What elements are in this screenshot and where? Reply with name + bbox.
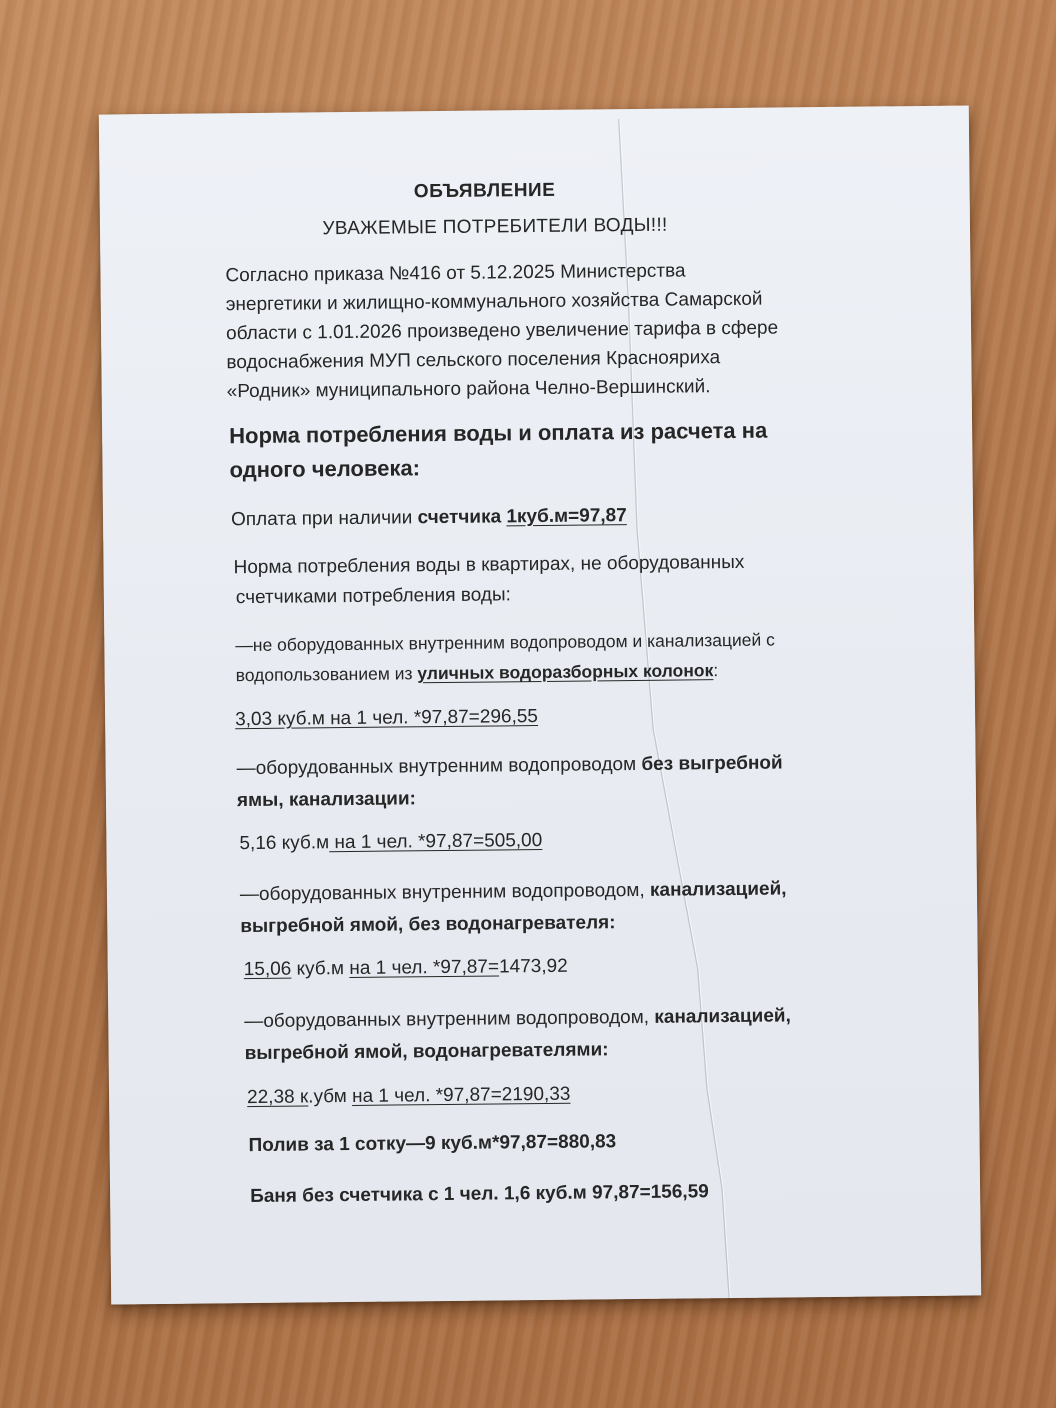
intro-line: области с 1.01.2026 произведено увеличение тарифа в сфере xyxy=(225,317,779,345)
case2-line1-prefix: —оборудованных внутренним водопроводом xyxy=(236,753,642,780)
case4-line2: выгребной ямой, водонагревателями: xyxy=(244,1039,609,1065)
case2-calc xyxy=(239,830,542,855)
case1-line2-prefix: водопользованием из xyxy=(235,663,418,686)
no-meter-intro-line: счетчиками потребления воды: xyxy=(235,584,512,609)
case1-line2-suffix: : xyxy=(713,660,719,681)
intro-line: водоснабжения МУП сельского поселения Краснояриха xyxy=(226,347,721,374)
notice-title: ОБЪЯВЛЕНИЕ xyxy=(413,179,556,203)
case4-calc-c: на 1 чел. *97,87=2190,33 xyxy=(351,1083,571,1107)
norm-heading-line: одного человека: xyxy=(229,455,421,483)
case4-line1-prefix: —оборудованных внутренним водопроводом, xyxy=(244,1006,655,1033)
norm-heading-line: Норма потребления воды и оплата из расчета на xyxy=(229,417,768,449)
case3-line1-prefix: —оборудованных внутренним водопроводом, xyxy=(239,879,651,906)
case1-line2-bold: уличных водоразборных колонок xyxy=(417,660,714,684)
case3-calc-b: куб.м xyxy=(291,958,350,980)
intro-line: «Родник» муниципального района Челно-Вершинский. xyxy=(226,376,711,403)
norm-heading xyxy=(229,414,768,488)
case3-calc-d: 1473,92 xyxy=(498,955,568,978)
meter-payment-value: 1куб.м=97,87 xyxy=(506,505,627,528)
intro-line: Согласно приказа №416 от 5.12.2025 Министерства xyxy=(225,260,686,287)
meter-payment-bold: счетчика xyxy=(417,506,507,529)
case2-calc-rest: на 1 чел. *97,87=505,00 xyxy=(329,829,543,854)
case3-text xyxy=(240,873,787,943)
case2-text xyxy=(236,747,783,817)
case1-line2 xyxy=(236,655,776,691)
case4-calc-a: 22,38 к xyxy=(246,1086,309,1109)
meter-payment-line xyxy=(231,505,627,531)
case3-calc xyxy=(244,956,568,981)
intro-line: энергетики и жилищно-коммунального хозяйства Самарской xyxy=(225,288,763,316)
no-meter-intro xyxy=(233,548,744,613)
case2-line1-bold: без выгребной xyxy=(641,752,783,775)
intro-paragraph xyxy=(225,255,779,406)
case4-calc-b: .убм xyxy=(308,1085,353,1108)
case3-line1-bold: канализацией, xyxy=(649,878,787,901)
case3-calc-a: 15,06 xyxy=(243,958,292,981)
case3-line2: выгребной ямой, без водонагревателя: xyxy=(240,912,616,938)
case2-calc-prefix: 5,16 куб.м xyxy=(239,832,330,855)
case4-line1-bold: канализацией, xyxy=(654,1005,791,1028)
case2-line2: ямы, канализации: xyxy=(236,788,417,812)
case4-line1 xyxy=(244,1000,791,1038)
case1-calc: 3,03 куб.м на 1 чел. *97,87=296,55 xyxy=(235,706,539,731)
case4-calc xyxy=(247,1084,571,1109)
case1-text xyxy=(235,625,775,691)
notice-subtitle: УВАЖЕМЫЕ ПОТРЕБИТЕЛИ ВОДЫ!!! xyxy=(322,214,668,240)
case3-line1 xyxy=(240,873,787,911)
watering-line: Полив за 1 сотку—9 куб.м*97,87=880,83 xyxy=(248,1131,617,1157)
bath-line: Баня без счетчика с 1 чел. 1,6 куб.м 97,87=156,59 xyxy=(250,1181,709,1208)
case2-line1 xyxy=(236,747,782,785)
case3-calc-c: на 1 чел. *97,87= xyxy=(349,956,500,980)
case4-text xyxy=(244,1000,791,1070)
meter-payment-prefix: Оплата при наличии xyxy=(230,507,418,531)
notice-sheet xyxy=(99,105,981,1304)
case1-line1: —не оборудованных внутренним водопроводом и канализацией с xyxy=(235,629,775,656)
no-meter-intro-line: Норма потребления воды в квартирах, не оборудованных xyxy=(233,551,745,579)
